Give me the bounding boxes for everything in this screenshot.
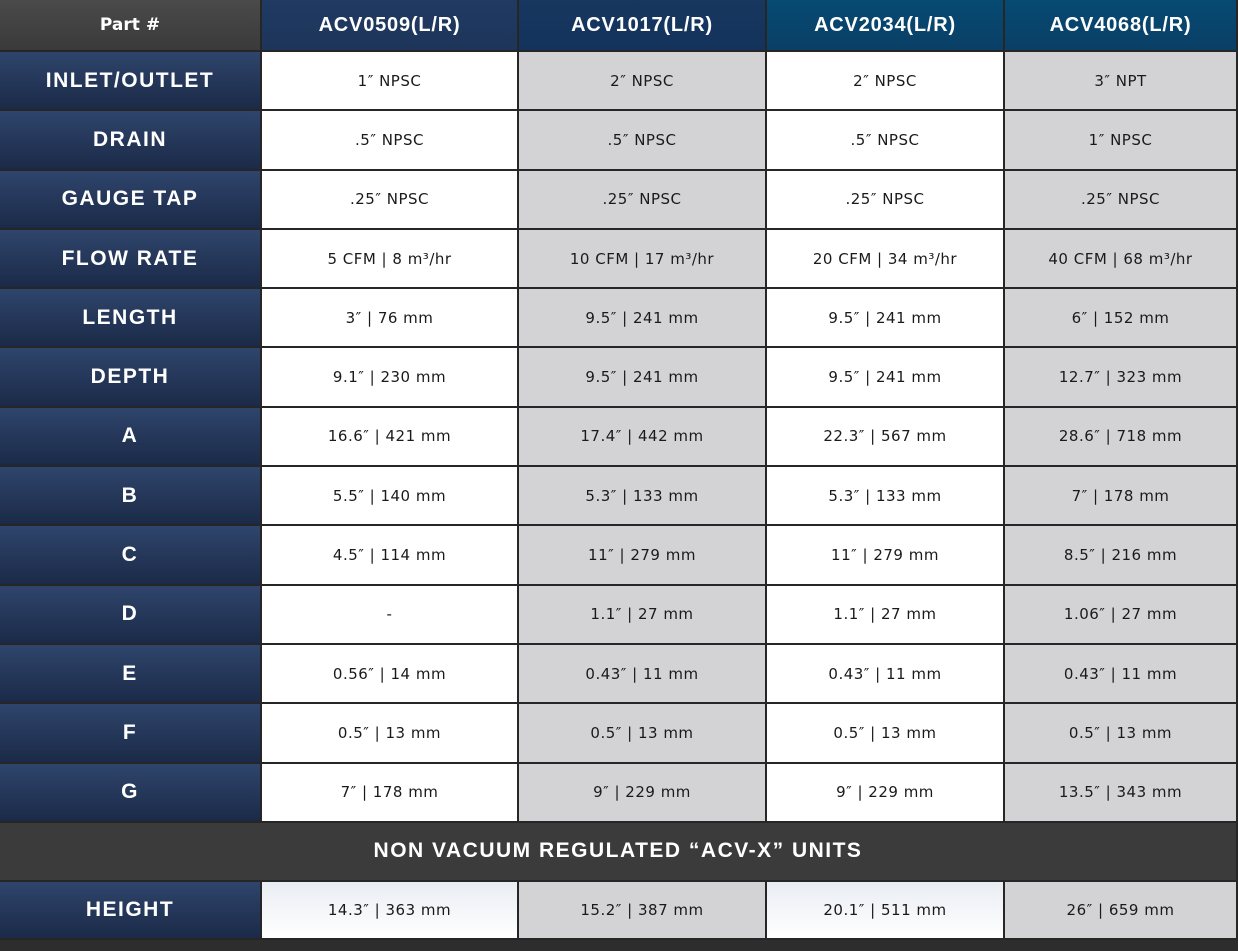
table-cell: 1.1″ | 27 mm — [767, 586, 1005, 645]
table-cell: 0.5″ | 13 mm — [767, 704, 1005, 763]
table-cell: 17.4″ | 442 mm — [519, 408, 767, 467]
table-cell: 13.5″ | 343 mm — [1005, 764, 1238, 823]
table-cell: - — [262, 586, 519, 645]
table-cell: 28.6″ | 718 mm — [1005, 408, 1238, 467]
table-cell: 0.5″ | 13 mm — [1005, 704, 1238, 763]
table-cell: 7″ | 178 mm — [1005, 467, 1238, 526]
row-label: GAUGE TAP — [0, 171, 262, 230]
section-banner: NON VACUUM REGULATED “ACV-X” UNITS — [0, 823, 1238, 882]
row-label: G — [0, 764, 262, 823]
table-cell: 9.5″ | 241 mm — [519, 289, 767, 348]
table-cell: .25″ NPSC — [262, 171, 519, 230]
row-label: INLET/OUTLET — [0, 52, 262, 111]
table-cell: 7″ | 178 mm — [262, 764, 519, 823]
row-label: DRAIN — [0, 111, 262, 170]
row-label: B — [0, 467, 262, 526]
row-label: E — [0, 645, 262, 704]
table-cell: 9.5″ | 241 mm — [767, 348, 1005, 407]
table-cell: .5″ NPSC — [767, 111, 1005, 170]
row-label: C — [0, 526, 262, 585]
table-cell: 9″ | 229 mm — [519, 764, 767, 823]
table-cell: 0.5″ | 13 mm — [519, 704, 767, 763]
table-cell: 9.5″ | 241 mm — [519, 348, 767, 407]
table-cell: 2″ NPSC — [767, 52, 1005, 111]
column-header-acv4068: ACV4068(L/R) — [1005, 0, 1238, 52]
table-cell: 10 CFM | 17 m³/hr — [519, 230, 767, 289]
table-cell: 1″ NPSC — [262, 52, 519, 111]
table-cell: 9″ | 229 mm — [767, 764, 1005, 823]
row-label: DEPTH — [0, 348, 262, 407]
table-cell: 11″ | 279 mm — [767, 526, 1005, 585]
table-cell: 0.56″ | 14 mm — [262, 645, 519, 704]
row-label-height: HEIGHT — [0, 882, 262, 940]
table-cell: 3″ | 76 mm — [262, 289, 519, 348]
column-header-acv2034: ACV2034(L/R) — [767, 0, 1005, 52]
table-cell: 1.1″ | 27 mm — [519, 586, 767, 645]
table-cell: 6″ | 152 mm — [1005, 289, 1238, 348]
table-cell: 9.1″ | 230 mm — [262, 348, 519, 407]
row-label: A — [0, 408, 262, 467]
table-cell: 22.3″ | 567 mm — [767, 408, 1005, 467]
table-cell: 1″ NPSC — [1005, 111, 1238, 170]
table-cell: 0.43″ | 11 mm — [519, 645, 767, 704]
table-cell: 5.3″ | 133 mm — [767, 467, 1005, 526]
table-cell: 0.43″ | 11 mm — [767, 645, 1005, 704]
table-cell: 16.6″ | 421 mm — [262, 408, 519, 467]
table-cell: .5″ NPSC — [262, 111, 519, 170]
table-cell: .25″ NPSC — [767, 171, 1005, 230]
table-cell: .25″ NPSC — [519, 171, 767, 230]
table-cell: 3″ NPT — [1005, 52, 1238, 111]
row-label: F — [0, 704, 262, 763]
table-cell: .25″ NPSC — [1005, 171, 1238, 230]
table-cell: 4.5″ | 114 mm — [262, 526, 519, 585]
table-cell: 5 CFM | 8 m³/hr — [262, 230, 519, 289]
table-cell: 2″ NPSC — [519, 52, 767, 111]
column-header-acv0509: ACV0509(L/R) — [262, 0, 519, 52]
table-cell: .5″ NPSC — [519, 111, 767, 170]
table-cell: 5.3″ | 133 mm — [519, 467, 767, 526]
table-cell: 1.06″ | 27 mm — [1005, 586, 1238, 645]
table-cell: 11″ | 279 mm — [519, 526, 767, 585]
row-label: D — [0, 586, 262, 645]
table-cell: 9.5″ | 241 mm — [767, 289, 1005, 348]
column-header-acv1017: ACV1017(L/R) — [519, 0, 767, 52]
row-label: LENGTH — [0, 289, 262, 348]
height-cell: 15.2″ | 387 mm — [519, 882, 767, 940]
table-cell: 0.5″ | 13 mm — [262, 704, 519, 763]
row-label: FLOW RATE — [0, 230, 262, 289]
table-cell: 40 CFM | 68 m³/hr — [1005, 230, 1238, 289]
table-cell: 5.5″ | 140 mm — [262, 467, 519, 526]
table-cell: 20 CFM | 34 m³/hr — [767, 230, 1005, 289]
table-cell: 0.43″ | 11 mm — [1005, 645, 1238, 704]
height-cell: 26″ | 659 mm — [1005, 882, 1238, 940]
height-cell: 20.1″ | 511 mm — [767, 882, 1005, 940]
height-cell: 14.3″ | 363 mm — [262, 882, 519, 940]
table-cell: 8.5″ | 216 mm — [1005, 526, 1238, 585]
part-number-header: Part # — [0, 0, 262, 52]
table-cell: 12.7″ | 323 mm — [1005, 348, 1238, 407]
